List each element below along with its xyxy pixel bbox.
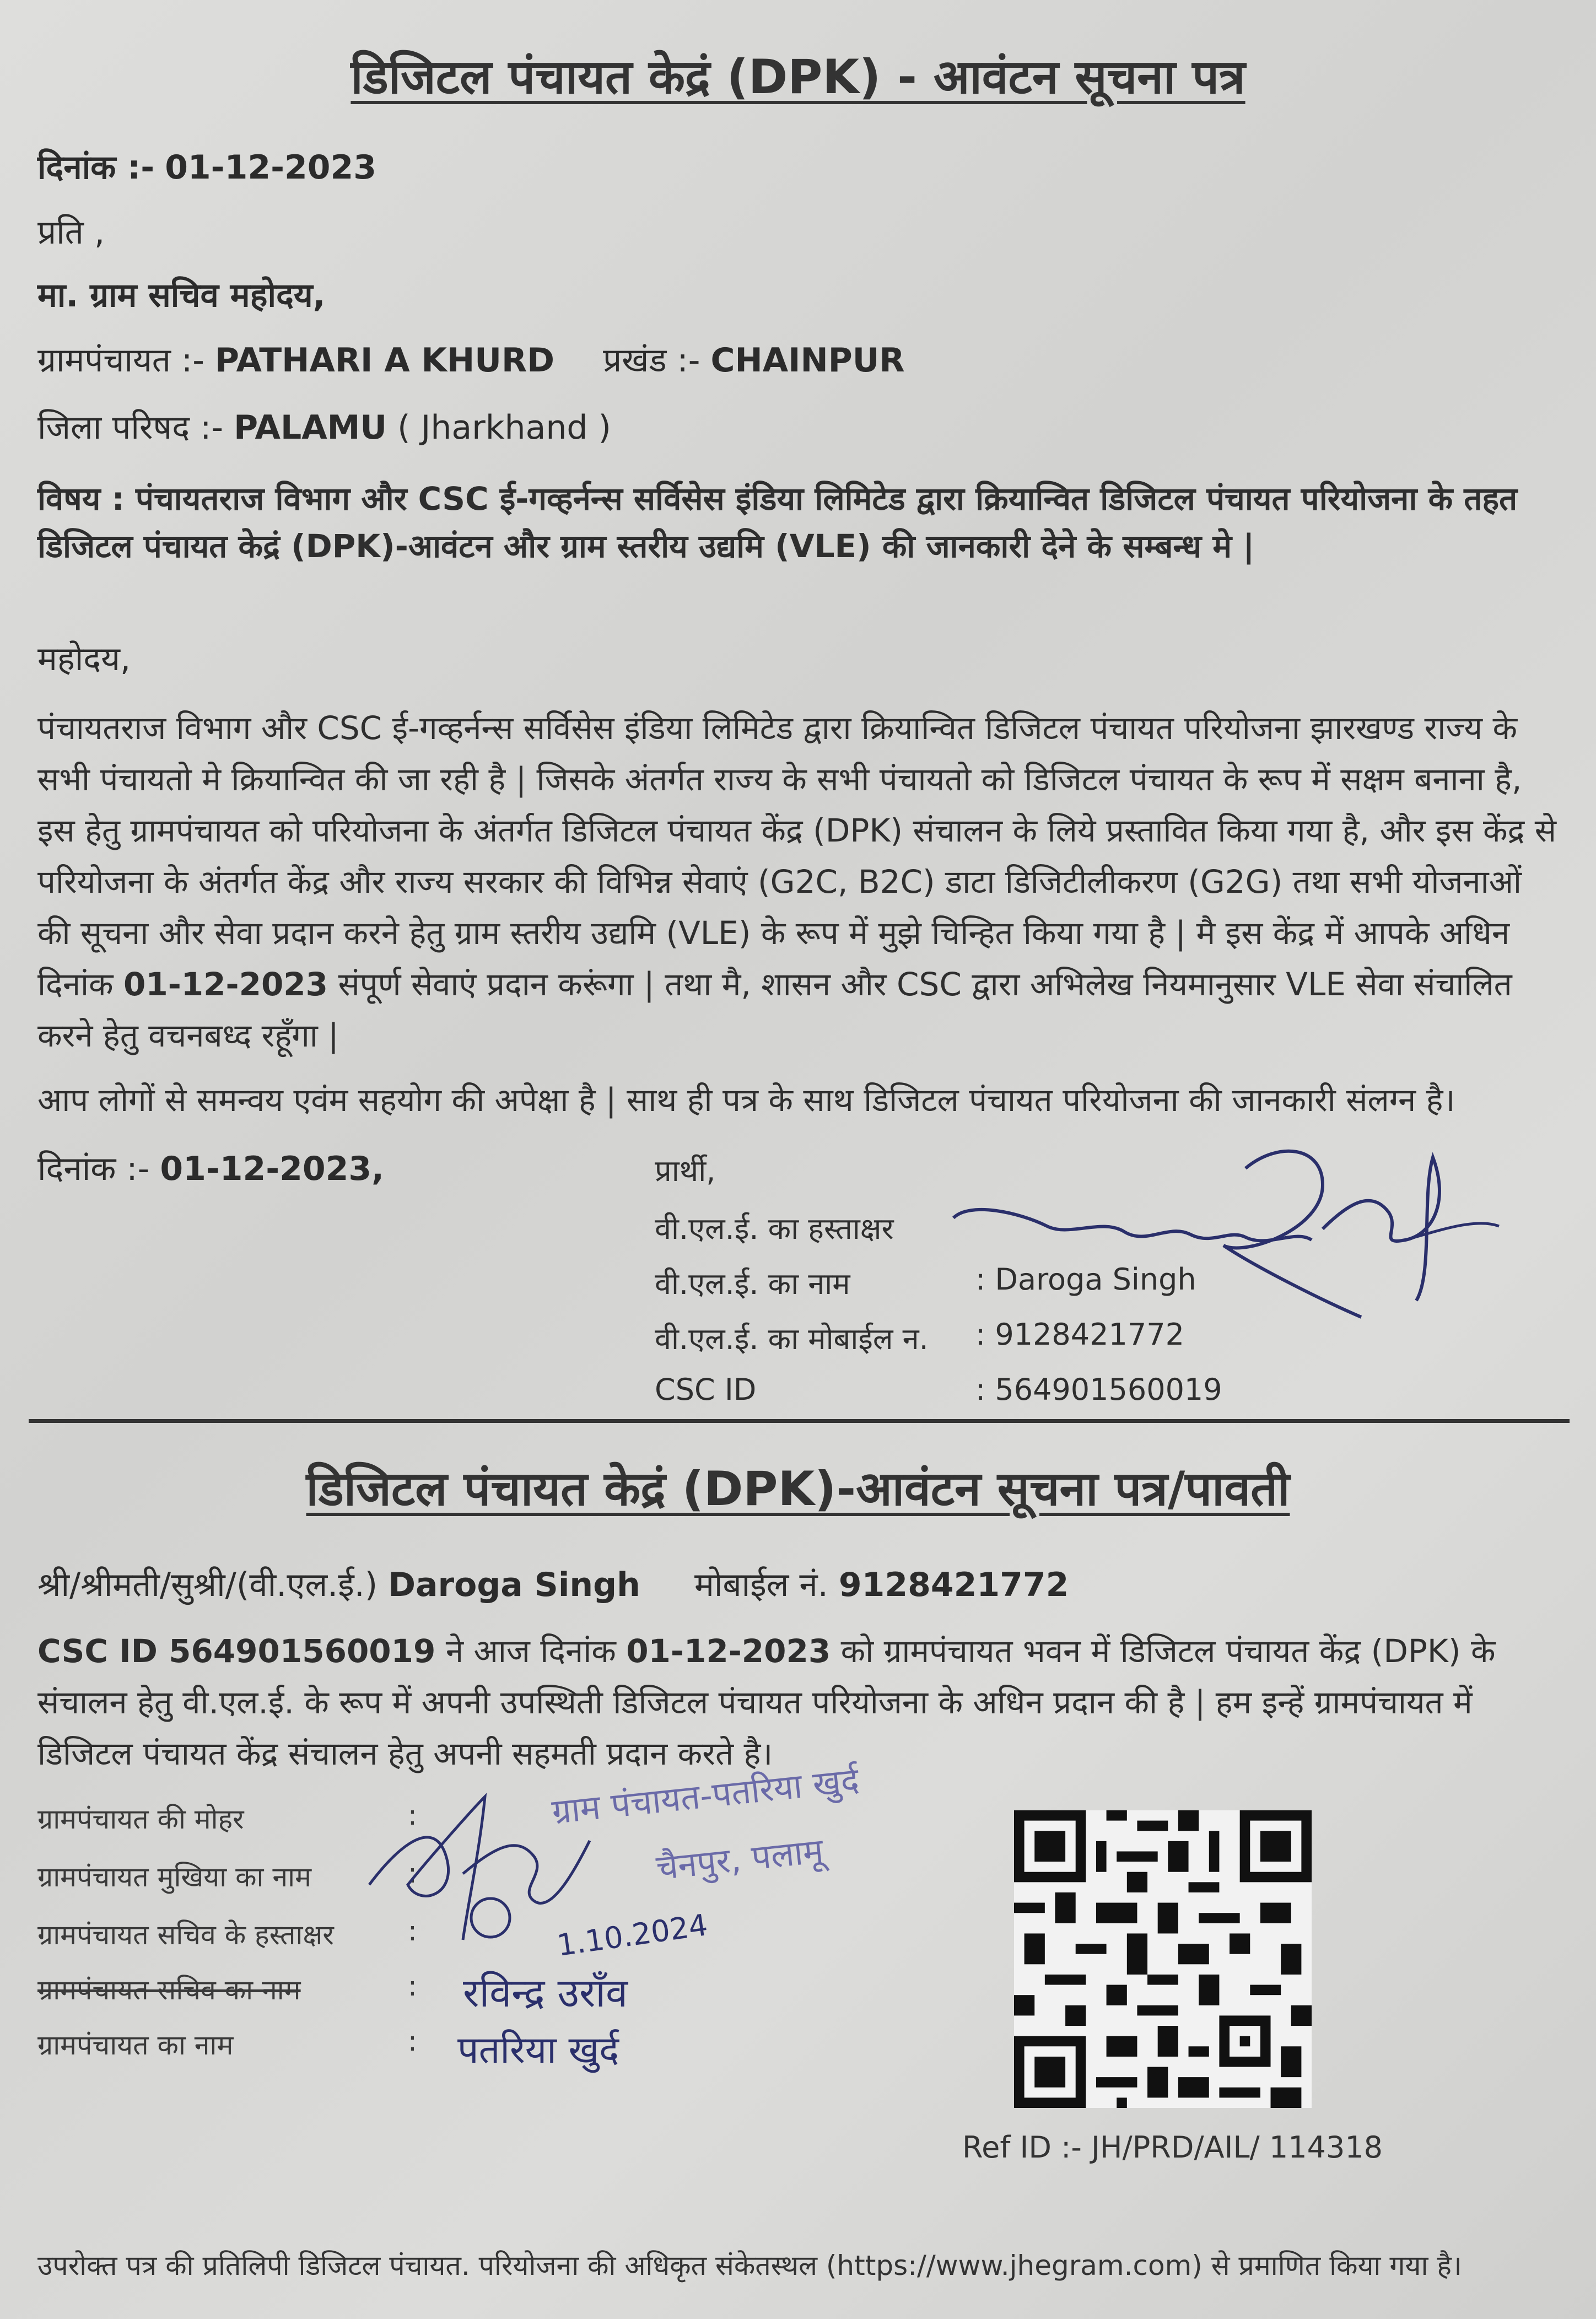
body-paragraph-2: आप लोगों से समन्वय एवंम सहयोग की अपेक्षा है | साथ ही पत्र के साथ डिजिटल पंचायत परियोजना की जानकारी संलग्न है। — [37, 1081, 1455, 1119]
mobile-label: मोबाईल नं. — [694, 1566, 828, 1604]
csc-id-value: : 564901560019 — [975, 1372, 1222, 1407]
date2-line — [37, 1149, 384, 1189]
district-line — [37, 408, 611, 447]
letter-title: डिजिटल पंचायत केद्रं (DPK) - आवंटन सूचना पत्र — [351, 50, 1245, 105]
colon: : — [408, 1970, 417, 2002]
date-value: 01-12-2023 — [165, 148, 376, 187]
ack-date: 01-12-2023 — [626, 1632, 831, 1670]
csc-id-bold: CSC ID 564901560019 — [37, 1632, 436, 1670]
vle-signature-label: वी.एल.ई. का हस्ताक्षर — [655, 1211, 894, 1246]
gp-label: ग्रामपंचायत :- — [37, 341, 204, 380]
gp-stamp-label: ग्रामपंचायत की मोहर — [37, 1803, 244, 1835]
gp-name-label: ग्रामपंचायत का नाम — [37, 2029, 234, 2061]
colon: : — [408, 1857, 417, 1889]
block-label: प्रखंड :- — [603, 341, 700, 380]
addressee: मा. ग्राम सचिव महोदय, — [37, 276, 326, 315]
date2-value: 01-12-2023, — [160, 1150, 384, 1188]
date2-label: दिनांक :- — [37, 1150, 150, 1188]
csc-id-label: CSC ID — [655, 1372, 757, 1407]
district-label: जिला परिषद :- — [37, 408, 223, 447]
secretary-signature-label: ग्रामपंचायत सचिव के हस्ताक्षर — [37, 1919, 334, 1951]
mukhiya-name-label: ग्रामपंचायत मुखिया का नाम — [37, 1861, 311, 1893]
vle-name-label: वी.एल.ई. का नाम — [655, 1266, 850, 1301]
date-label: दिनांक :- — [37, 148, 155, 187]
footer-note: उपरोक्त पत्र की प्रतिलिपी डिजिटल पंचायत. परियोजना की अधिकृत संकेतस्थल (https://www.jhegram.com) से प्रमाणित किया गया है। — [37, 2250, 1462, 2282]
gp-line — [37, 341, 905, 380]
colon: : — [408, 2025, 417, 2057]
shri-label: श्री/श्रीमती/सुश्री/(वी.एल.ई.) — [37, 1566, 378, 1604]
section-divider — [29, 1419, 1570, 1423]
colon: : — [408, 1915, 417, 1947]
vle-signature-image — [937, 1135, 1516, 1334]
vle-mobile-label: वी.एल.ई. का मोबाईल न. — [655, 1322, 929, 1356]
acknowledgement-paragraph: CSC ID 564901560019 ने आज दिनांक 01-12-2023 को ग्रामपंचायत भवन में डिजिटल पंचायत केंद्र (DPK) के संचालन हेतु वी.एल.ई. के रूप में अपनी उपस्थिती डिजिटल पंचायत परियोजना के अधिन प्रदान की है | हम इन्हें ग्रामपंचायत में डिजिटल पंचायत केंद्र संचालन हेतु अपनी सहमती प्रदान करते है। — [37, 1632, 1496, 1772]
stamp-line-2: चैनपुर, पलामू — [654, 1830, 826, 1888]
stamp-line-1: ग्राम पंचायत-पतरिया खुर्द — [549, 1759, 861, 1832]
body-date: 01-12-2023 — [123, 966, 328, 1003]
subject: विषय : पंचायतराज विभाग और CSC ई-गव्हर्नन्स सर्विसेस इंडिया लिमिटेड द्वारा क्रियान्वित डिजिटल पंचायत परियोजना के तहत डिजिटल पंचायत केद्रं (DPK)-आवंटन और ग्राम स्तरीय उद्यमि (VLE) की जानकारी देने के सम्बन्ध मे | — [37, 480, 1518, 565]
handwritten-secretary-name: रविन्द्र उराँव — [463, 1970, 628, 2016]
shri-value: Daroga Singh — [388, 1566, 640, 1604]
ref-id: Ref ID :- JH/PRD/AIL/ 114318 — [962, 2130, 1383, 2165]
district-value: PALAMU — [234, 408, 387, 447]
date-line — [37, 148, 376, 187]
block-value: CHAINPUR — [710, 341, 905, 380]
vle-mobile-value: : 9128421772 — [975, 1317, 1184, 1352]
vle-name-value: : Daroga Singh — [975, 1262, 1196, 1297]
prarthi: प्रार्थी, — [655, 1153, 716, 1188]
qr-code-image — [1014, 1810, 1312, 2108]
prati: प्रति , — [37, 213, 105, 252]
salutation: महोदय, — [37, 640, 131, 678]
state: ( Jharkhand ) — [397, 408, 611, 447]
vle-name-line — [37, 1565, 1069, 1605]
handwritten-gp-name: पतरिया खुर्द — [457, 2029, 619, 2072]
acknowledgement-title: डिजिटल पंचायत केद्रं (DPK)-आवंटन सूचना पत्र/पावती — [306, 1461, 1290, 1517]
handwritten-date: 1.10.2024 — [554, 1907, 710, 1963]
body-paragraph-1: पंचायतराज विभाग और CSC ई-गव्हर्नन्स सर्विसेस इंडिया लिमिटेड द्वारा क्रियान्वित डिजिटल पंचायत परियोजना झारखण्ड राज्य के सभी पंचायतो मे क्रियान्वित की जा रही है | जिसके अंतर्गत राज्य के सभी पंचायतो को डिजिटल पंचायत के रूप में सक्षम बनाना है, इस हेतु ग्रामपंचायत को परियोजना के अंतर्गत डिजिटल पंचायत केंद्र (DPK) संचालन के लिये प्रस्तावित किया गया है, और इस केंद्र से परियोजना के अंतर्गत केंद्र और राज्य सरकार की विभिन्न सेवाएं (G2C, B2C) डाटा डिजिटीलीकरण (G2G) तथा सभी योजनाओं की सूचना और सेवा प्रदान करने हेतु ग्राम स्तरीय उद्यमि (VLE) के रूप में मुझे चिन्हित किया गया है | मै इस केंद्र में आपके अधिन दिनांक 01-12-2023 संपूर्ण सेवाएं प्रदान करूंगा | तथा मै, शासन और CSC द्वारा अभिलेख नियमानुसार VLE सेवा संचालित करने हेतु वचनबध्द रहूँगा | — [37, 709, 1557, 1054]
colon: : — [408, 1799, 417, 1831]
secretary-name-label: ग्रामपंचायत सचिव का नाम — [37, 1974, 301, 2006]
mobile-value: 9128421772 — [838, 1566, 1069, 1604]
gp-value: PATHARI A KHURD — [215, 341, 554, 380]
